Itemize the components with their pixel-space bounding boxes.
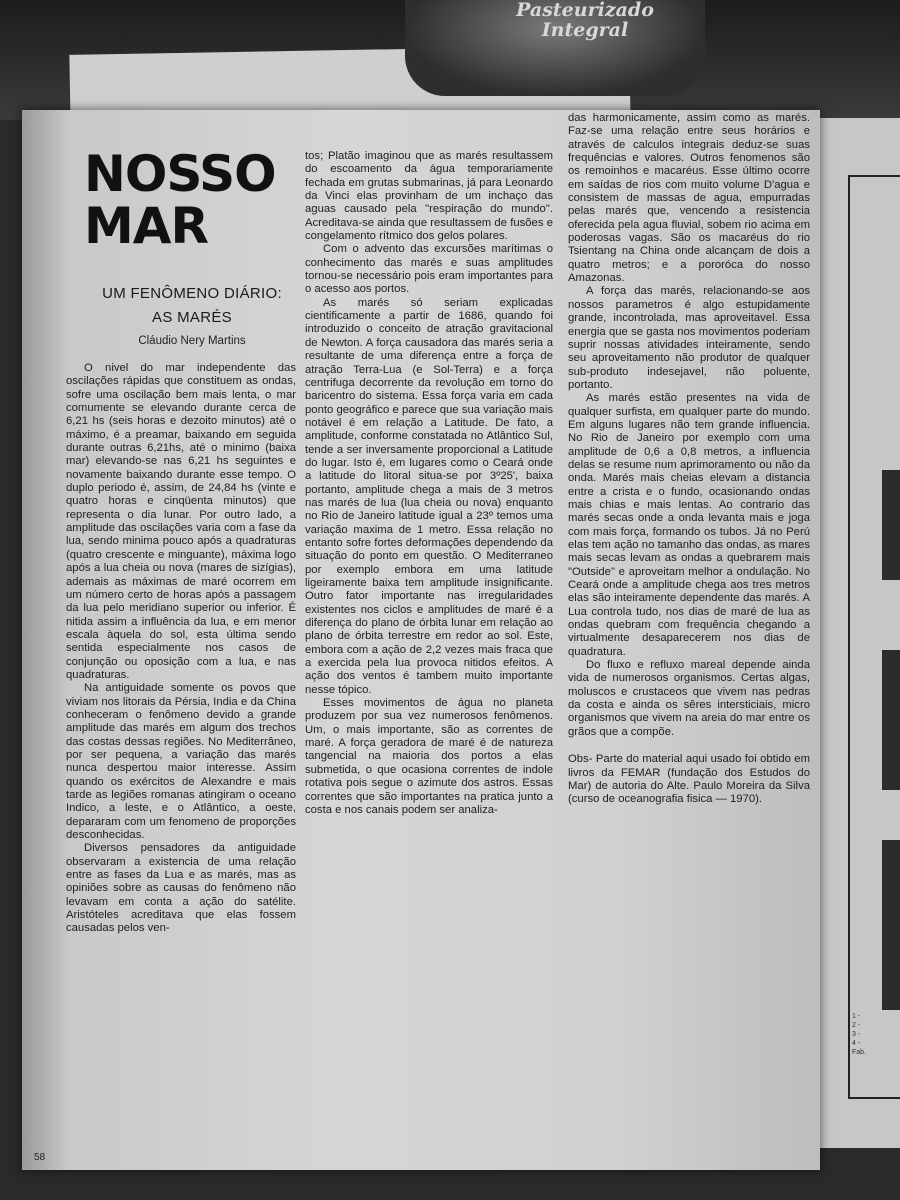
paragraph: Esses movimentos de água no planeta produzem por sua vez numerosos fenômenos. Um, o mais importante, são as correntes de maré. A força geradora de maré é de natureza tangencial na maioria dos portos a elas submetida, o que ocasiona correntes de indole rotativa pois segue o azimute dos astros. Essas correntes que são importantes na pratica junto a costa e nos canais podem ser analiza- — [305, 697, 553, 816]
magazine-page — [22, 110, 820, 1170]
paragraph: das harmonicamente, assim como as marés. Faz-se uma relação entre seus horários e através de calculos integrais deduz-se suas frequências e valores. Outros fenomenos são os remoinhos e macaréus. Esse último ocorre em saídas de rios com muito volume D'agua e consistem de massas de agua, empurradas pelas marés que, vencendo a resistencia oferecida pela agua fluvial, sobem rio acima em poderosas vagas. São os macaréus do rio Tsientang na China onde alcançam de dois a quatro metros; e a pororóca do nosso Amazonas. — [568, 112, 810, 285]
article-subtitle: UM FENÔMENO DIÁRIO: AS MARÉS — [102, 285, 282, 326]
paragraph: Diversos pensadores da antiguidade observaram a existencia de uma relação entre as fases da Lua e as marés, mas as opiniões sobre as causas do fenômeno não levavam em conta a ação do satélite. Aristóteles acreditava que elas fossem causadas pelos ven- — [66, 842, 296, 935]
column-3 — [568, 112, 810, 807]
source-note: Obs- Parte do material aqui usado foi obtido em livros da FEMAR (fundação dos Estudos do Mar) de autoria do Alte. Paulo Moreira da Silva (curso de oceanografia fisica — 1970). — [568, 753, 810, 806]
adjacent-page-caption: 1 - 2 - 3 - 4 - Fab. — [852, 1013, 867, 1056]
paragraph: tos; Platão imaginou que as marés resultassem do escoamento da água temporariamente fechada em grutas submarinas, já para Leonardo da Vinci elas provinham de um inchaço das aguas causado pela "respiração do mundo". Acreditava-se ainda que resultassem de fusões e congelamento rítmico dos gelos polares. — [305, 150, 553, 243]
column-1 — [66, 362, 296, 936]
paragraph: Com o advento das excursões marítimas o conhecimento das marés e suas amplitudes tornou-se necessário pois eram importantes para o acesso aos portos. — [305, 243, 553, 296]
jar-label — [405, 0, 705, 96]
adjacent-page-image-3 — [882, 840, 900, 1010]
paragraph: Na antiguidade somente os povos que viviam nos litorais da Pérsia, India e da China conheceram o fenômeno devido a grande amplitude das marés em algum dos trechos das costas dessas regiões. No Mediterrâneo, por ser pequena, a variação das marés nunca despertou maior interesse. Assim quando os exércitos de Alexandre e mais tarde as legiões romanas atingiram o oceano Indico, a leste, e o Atlântico, a oeste, depararam com um fenomeno de proporções desconhecidas. — [66, 682, 296, 842]
paragraph: A força das marés, relacionando-se aos nossos parametros é algo estupidamente grande, incontrolada, mas aproveitavel. Essa energia que se gasta nos movimentos poderiam suprir nossas atividades inteiramente, sendo seu aproveitamento não produtor de qualquer sub-produto indesejavel, não poluente, portanto. — [568, 285, 810, 391]
adjacent-page-image-2 — [882, 650, 900, 790]
paragraph: As marés estão presentes na vida de qualquer surfista, em qualquer parte do mundo. Em alguns lugares não tem grande influencia. No Rio de Janeiro por exemplo com uma amplitude de 0,6 a 0,8 metros, a influencia delas se resume num aprimoramento ou não da onda. Marés mais cheias elevam a distancia entre a crista e o fundo, ocasionando ondas mais chias e mais lentas. Ao contrario das marés secas onde a onda levanta mais e joga com mais força, formando os tubos. Já no Perú elas tem ação no tamanho das ondas, as mares mais secas levam as ondas a quebrarem mais "Outside" e aproveitam melhor a ondulação. No Ceará onde a amplitude chega aos tres metros elas são inteiramente dependente das marés. A Lua controla tudo, nos dias de maré de lua as ondas quebram com frequência chegando a virtualmente desaparecerem nos dias de quadratura. — [568, 392, 810, 658]
paragraph: As marés só seriam explicadas cientificamente a partir de 1686, quando foi introduzido o conceito de atração gravitacional de Newton. A força causadora das marés seria a resultante de uma diferença entre a força de atração Terra-Lua (e Sol-Terra) e a força centrifuga decorrente da revolução em torno do baricentro do sistema. Essa força varia em cada ponto geográfico e parece que sua variação mais notável é em relação a Latitude. De fato, a amplitude, conforme constatada no Atlântico Sul, tende a ser inversamente proporcional a Latitude do lugar. Isto é, em lugares como o Ceará onde a latitude do litoral situa-se por 3º25', baixa portanto, amplitude chega a mais de 3 metros nas marés de lua (lua cheia ou nova) enquanto no Rio de Janeiro latitude igual a 23º temos uma variação maxima de 1 metro. Essa relação no entanto sofre fortes deformações dependendo da situação do ponto em questão. O Mediterraneo por exemplo embora em uma latitude ligeiramente baixa tem amplitude insignificante. Outro fator importante nas irregularidades existentes nos ciclos e amplitudes de maré é a diferença do plano de órbita lunar em relação ao plano de órbita terrestre em redor ao sol. Este, embora com a ação de 2,2 vezes mais fraca que a exercida pela lua provoca nitidos efeitos. A ação dos ventos é tambem muito importante nesse tópico. — [305, 296, 553, 696]
column-2 — [305, 150, 553, 817]
article-author: Cláudio Nery Martins — [138, 335, 246, 347]
jar-label-text: Pasteurizado Integral — [516, 0, 654, 41]
page-number: 58 — [34, 1152, 46, 1163]
paragraph: Do fluxo e refluxo mareal depende ainda vida de numerosos organismos. Certas algas, moluscos e crustaceos que vivem nas pedras da costa e ainda os sêres intersticiais, micro organismos que vivem na areia do mar entre os grãos que a compõe. — [568, 659, 810, 738]
adjacent-page-image-1 — [882, 470, 900, 580]
article-title: NOSSO MAR — [84, 145, 276, 255]
paragraph: O nivel do mar independente das oscilações rápidas que constituem as ondas, sofre uma oscilação bem mais lenta, o mar comumente se elevando durante cerca de 6,21 hs (seis horas e dezoito minutos) até o máximo, é a preamar, baixando em seguida durante outras 6,21hs, até o minimo (baixa mar) elevando-se nas 6,21 hs seguintes e novamente baixando durante esse tempo. O duplo periodo é, assim, de 24,84 hs (vinte e quatro horas e cinqüenta minutos) que representa o dia lunar. Por outro lado, a amplitude das oscilações varia com a fase da lua, sendo minima pouco após a quadraturas (quatro crescente e minguante), máxima logo após a lua cheia ou nova (mares de sizígias), ademais as máximas de maré ocorrem em um número certo de horas após a passagem da lua pelo meridiano superior ou inferior. É nitida assim a influência da lua, e em menor escala àquela do sol, esta última sendo sentida especialmente nos casos de conjunção ou oposição com a lua, e nas quadraturas. — [66, 362, 296, 681]
